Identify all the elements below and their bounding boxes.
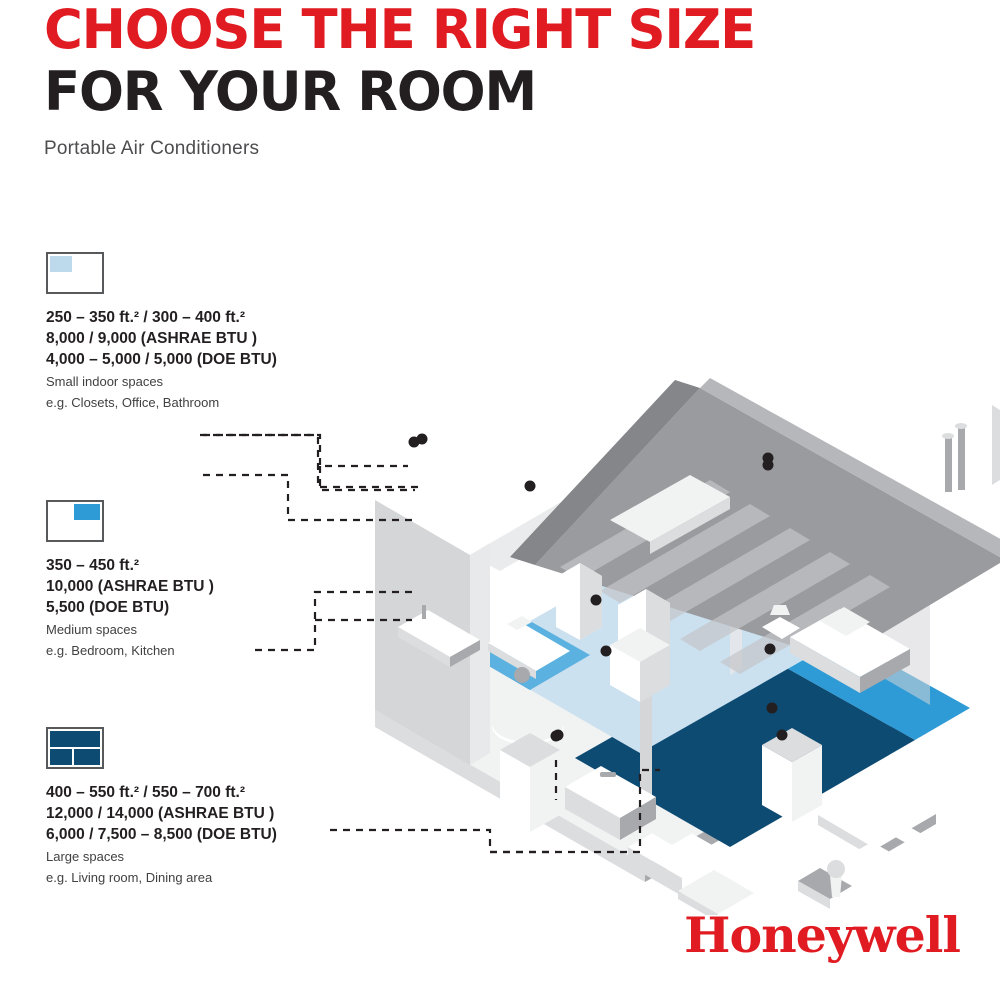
swatch-cell-bottom-left: [50, 749, 72, 765]
legend-area-small: 250 – 350 ft.² / 300 – 400 ft.²: [46, 309, 246, 326]
legend-examples-large: e.g. Living room, Dining area: [46, 870, 213, 885]
swatch-cell-bottom-right: [50, 522, 72, 538]
legend-ashrae-medium: 10,000 (ASHRAE BTU ): [46, 578, 214, 595]
legend-doe-large: 6,000 / 7,500 – 8,500 (DOE BTU): [46, 826, 277, 843]
page-title-line-1: CHOOSE THE RIGHT SIZE: [44, 0, 756, 61]
swatch-cell-top-right: [74, 256, 100, 272]
legend-block-medium: [46, 500, 376, 660]
legend-area-large: 400 – 550 ft.² / 550 – 700 ft.²: [46, 784, 246, 801]
legend-ashrae-large: 12,000 / 14,000 (ASHRAE BTU ): [46, 805, 275, 822]
legend-swatch-medium: [46, 500, 104, 542]
page-title-line-2: FOR YOUR ROOM: [44, 60, 536, 123]
legend-swatch-large: [46, 727, 104, 769]
swatch-cell-bottom-right: [50, 274, 72, 290]
legend-space-medium: Medium spaces: [46, 622, 138, 637]
page-subtitle: Portable Air Conditioners: [44, 138, 260, 159]
legend-block-large: [46, 727, 376, 887]
swatch-cell-top-right: [74, 504, 100, 520]
legend-examples-medium: e.g. Bedroom, Kitchen: [46, 643, 175, 658]
swatch-cell-top: [50, 731, 100, 747]
page-header: [44, 2, 964, 160]
legend-space-small: Small indoor spaces: [46, 374, 164, 389]
legend-space-large: Large spaces: [46, 849, 125, 864]
legend-doe-small: 4,000 – 5,000 / 5,000 (DOE BTU): [46, 351, 277, 368]
swatch-cell-left: [50, 256, 72, 272]
legend-doe-medium: 5,500 (DOE BTU): [46, 599, 170, 616]
legend-swatch-small: [46, 252, 104, 294]
legend-block-small: [46, 252, 376, 412]
swatch-cell-bottom-right: [74, 749, 100, 765]
brand-logo: Honeywell: [684, 906, 960, 964]
legend-area-medium: 350 – 450 ft.²: [46, 557, 140, 574]
legend-ashrae-small: 8,000 / 9,000 (ASHRAE BTU ): [46, 330, 258, 347]
legend-examples-small: e.g. Closets, Office, Bathroom: [46, 395, 220, 410]
swatch-cell-left: [50, 504, 72, 520]
